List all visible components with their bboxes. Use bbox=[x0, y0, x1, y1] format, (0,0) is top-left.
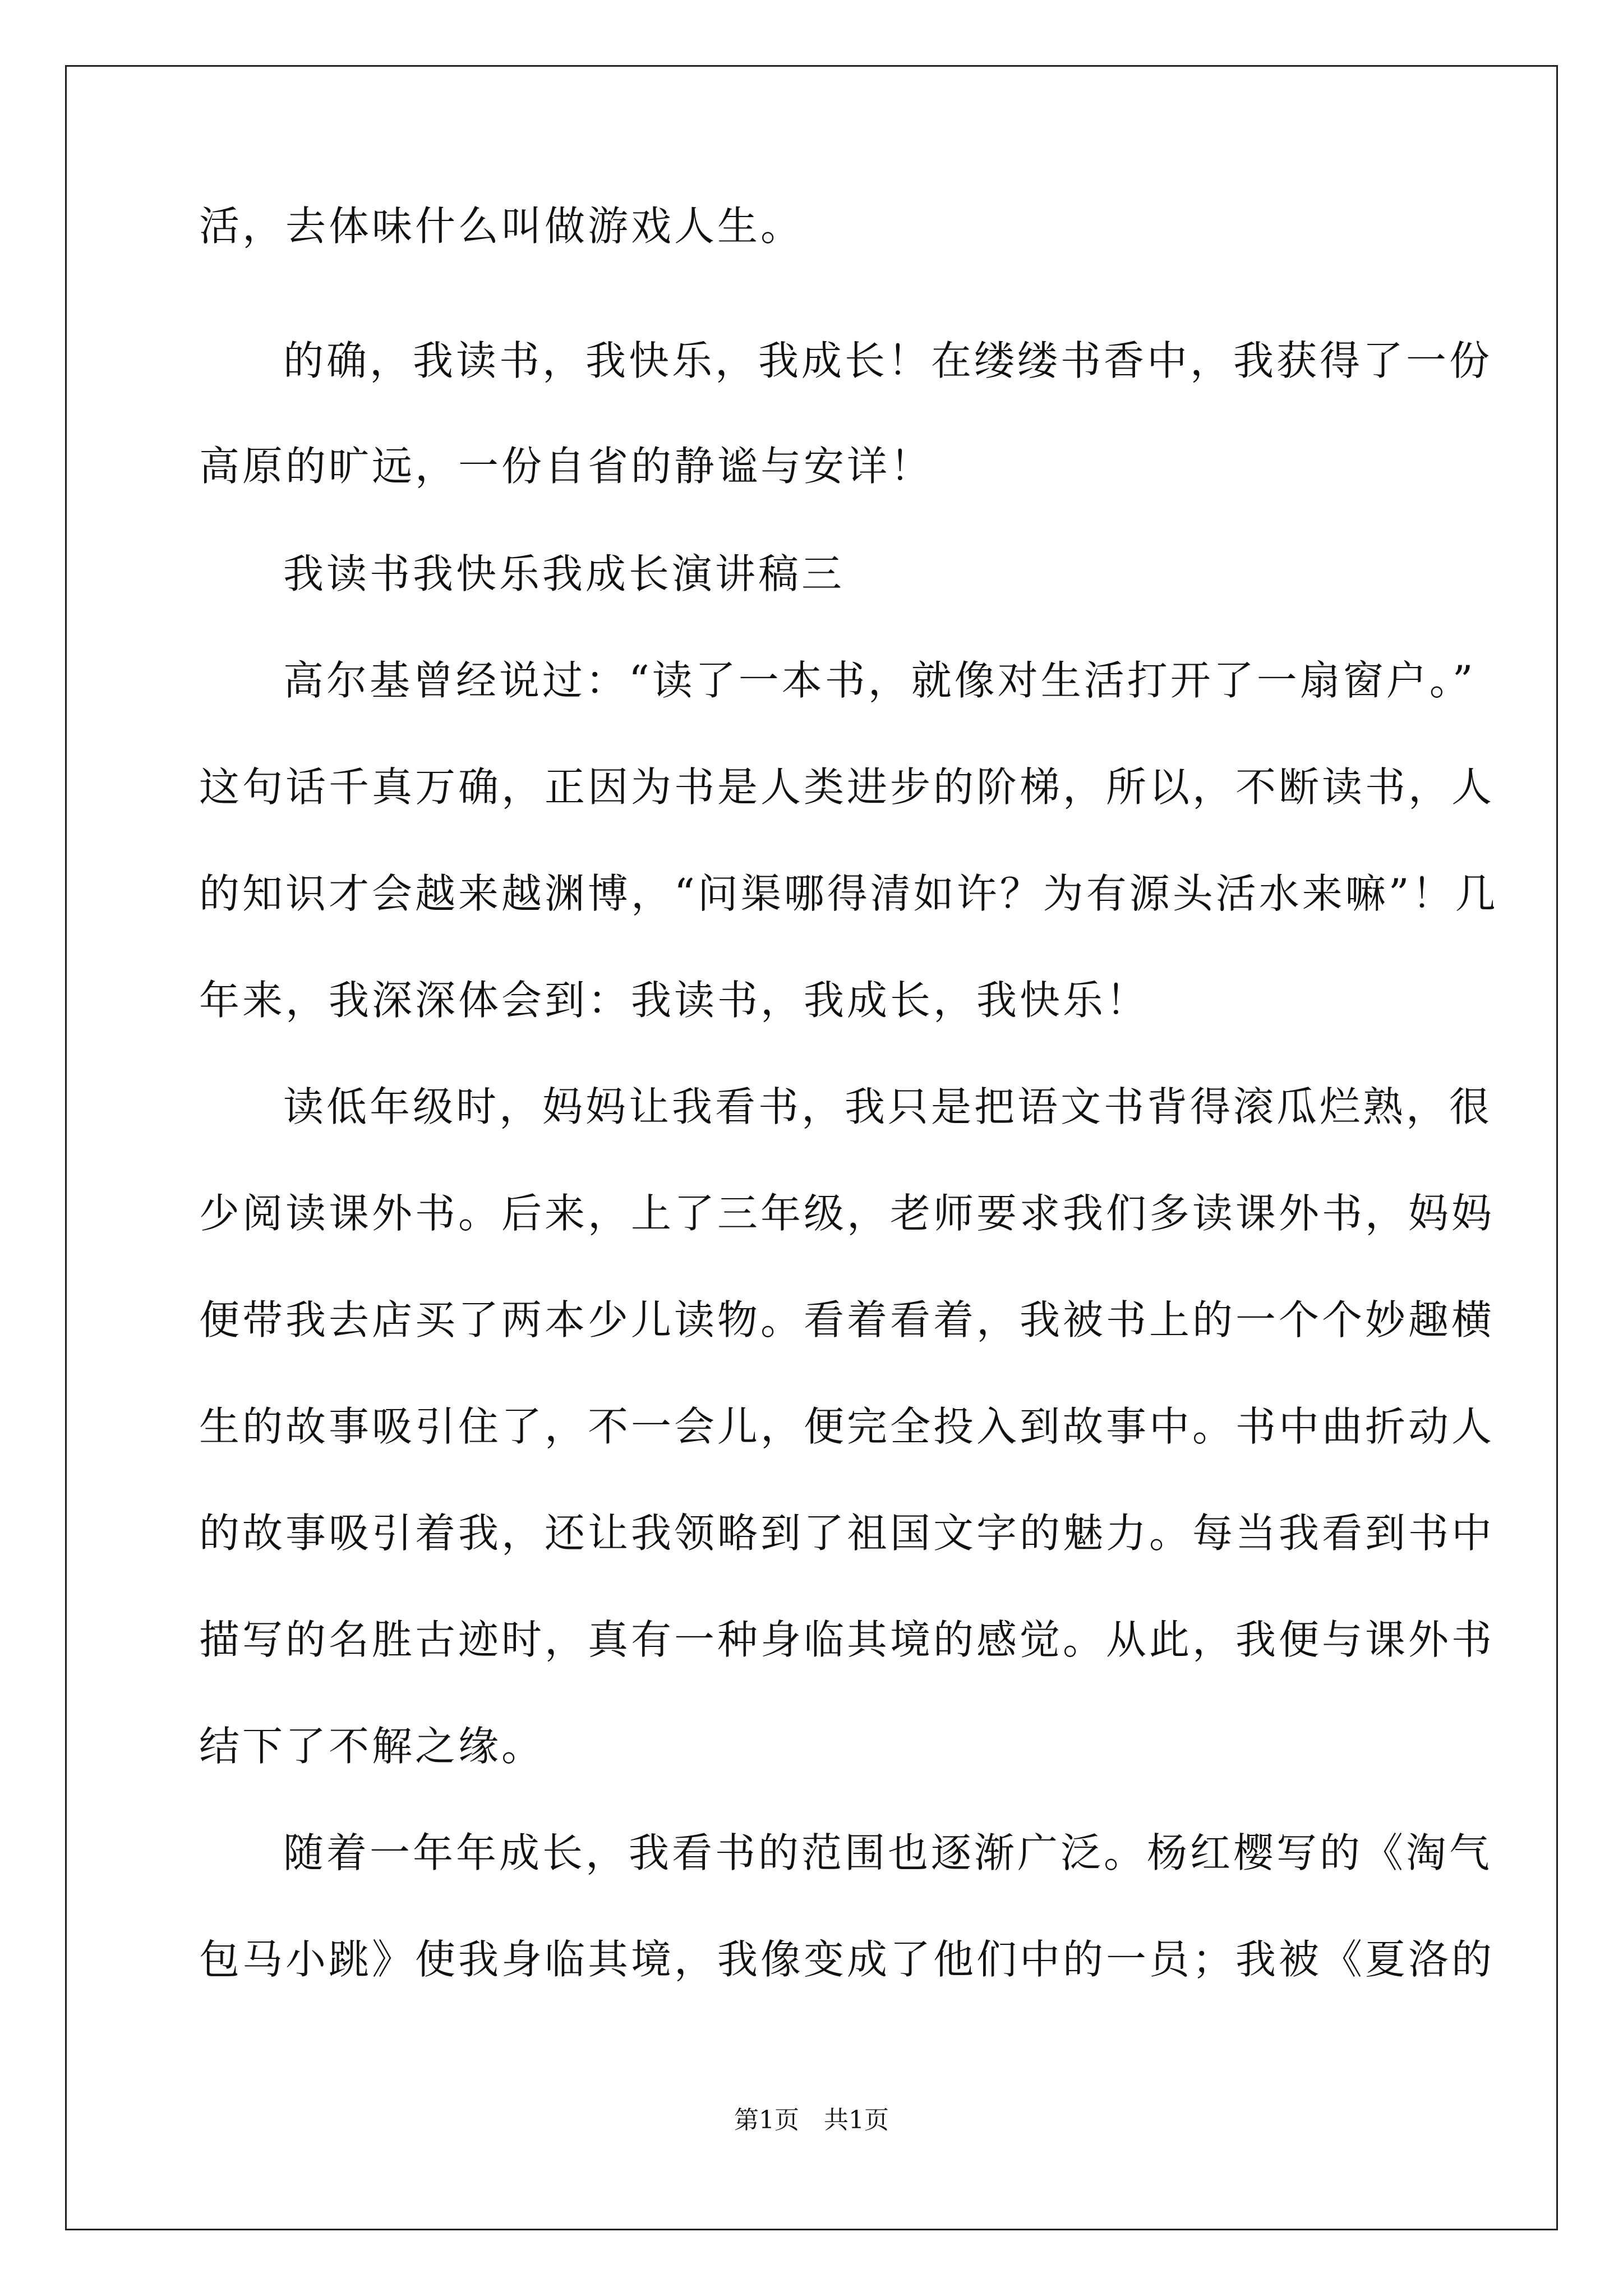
text-line: 高原的旷远，一份自省的静谧与安详！ bbox=[199, 443, 934, 490]
page-frame bbox=[65, 65, 1558, 2230]
text-line: 结下了不解之缘。 bbox=[199, 1723, 545, 1770]
text-line: 生的故事吸引住了，不一会儿，便完全投入到故事中。书中曲折动人 bbox=[199, 1403, 1495, 1450]
text-line: 读低年级时，妈妈让我看书，我只是把语文书背得滚瓜烂熟，很 bbox=[283, 1083, 1493, 1130]
text-line: 活，去体味什么叫做游戏人生。 bbox=[199, 203, 804, 250]
text-line: 描写的名胜古迹时，真有一种身临其境的感觉。从此，我便与课外书 bbox=[199, 1616, 1495, 1663]
text-line: 包马小跳》使我身临其境，我像变成了他们中的一员；我被《夏洛的 bbox=[199, 1936, 1495, 1983]
text-line: 的确，我读书，我快乐，我成长！在缕缕书香中，我获得了一份 bbox=[283, 337, 1493, 384]
text-line: 随着一年年成长，我看书的范围也逐渐广泛。杨红樱写的《淘气 bbox=[283, 1829, 1493, 1876]
text-line: 高尔基曾经说过：“读了一本书，就像对生活打开了一扇窗户。” bbox=[283, 657, 1476, 704]
text-line: 的知识才会越来越渊博，“问渠哪得清如许？为有源头活水来嘛”！几 bbox=[199, 870, 1498, 917]
text-line: 的故事吸引着我，还让我领略到了祖国文字的魅力。每当我看到书中 bbox=[199, 1510, 1495, 1557]
text-line: 这句话千真万确，正因为书是人类进步的阶梯，所以，不断读书，人 bbox=[199, 763, 1495, 811]
text-line: 少阅读课外书。后来，上了三年级，老师要求我们多读课外书，妈妈 bbox=[199, 1190, 1495, 1237]
page-number: 第1页 共1页 bbox=[734, 2106, 889, 2134]
text-line: 便带我去店买了两本少儿读物。看着看着，我被书上的一个个妙趣横 bbox=[199, 1296, 1495, 1343]
section-heading: 我读书我快乐我成长演讲稿三 bbox=[283, 550, 845, 597]
text-line: 年来，我深深体会到：我读书，我成长，我快乐！ bbox=[199, 977, 1150, 1024]
